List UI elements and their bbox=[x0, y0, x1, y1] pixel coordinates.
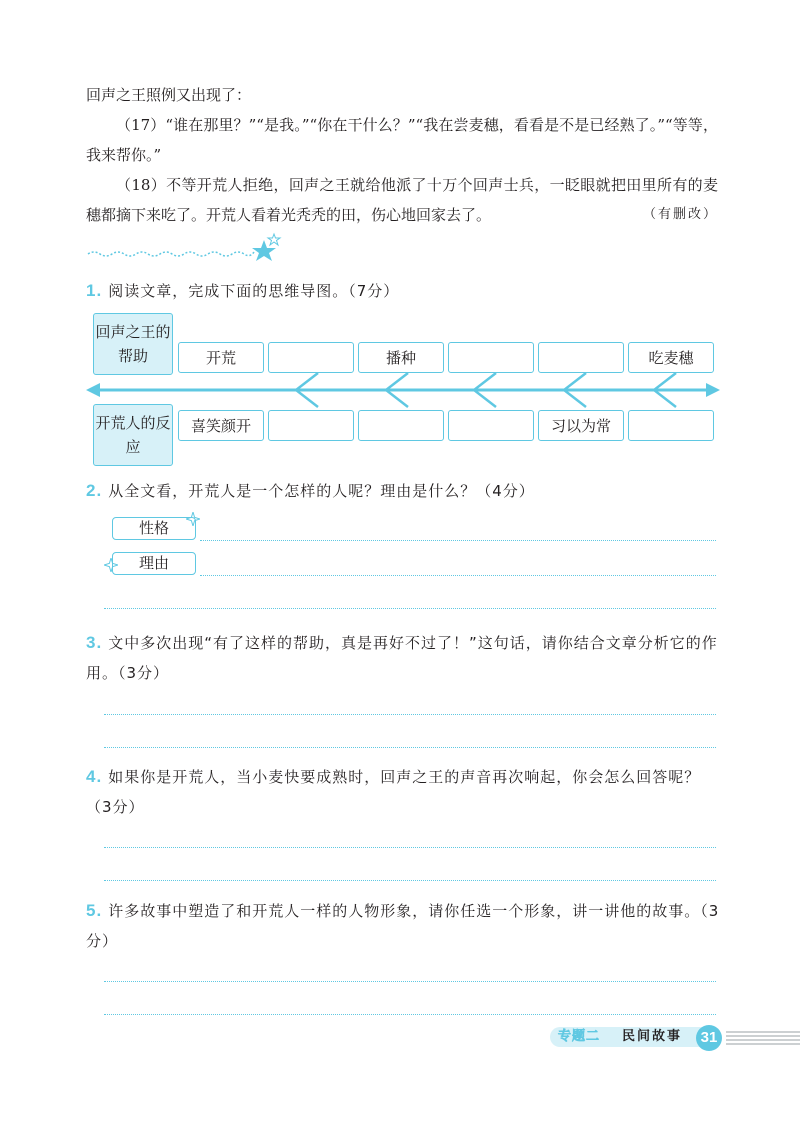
question-2-text: 从全文看，开荒人是一个怎样的人呢？理由是什么？（4分） bbox=[108, 482, 535, 500]
question-5 bbox=[86, 896, 726, 956]
edit-note: （有删改） bbox=[642, 207, 718, 222]
mindmap-bottom-label: 开荒人的反应 bbox=[93, 404, 173, 466]
page-number: 31 bbox=[696, 1025, 722, 1051]
question-3 bbox=[86, 628, 726, 688]
mindmap-bottom-box-2-blank[interactable] bbox=[268, 410, 354, 441]
passage-paragraph-18 bbox=[86, 170, 718, 230]
mindmap-bottom-box-5: 习以为常 bbox=[538, 410, 624, 441]
sparkle-icon bbox=[104, 558, 118, 572]
passage-paragraph-17: （17）“谁在那里？”“是我。”“你在干什么？”“我在尝麦穗，看看是不是已经熟了。”“等等，我来帮你。” bbox=[86, 116, 718, 164]
mindmap-top-box-6: 吃麦穗 bbox=[628, 342, 714, 373]
question-3-number: 3. bbox=[86, 633, 103, 652]
double-arrow-icon bbox=[86, 370, 726, 415]
question-4-text: 如果你是开荒人，当小麦快要成熟时，回声之王的声音再次响起，你会怎么回答呢？（3分） bbox=[86, 768, 701, 816]
mindmap-top-box-4-blank[interactable] bbox=[448, 342, 534, 373]
sparkle-icon bbox=[186, 512, 200, 526]
question-5-text: 许多故事中塑造了和开荒人一样的人物形象，请你任选一个形象，讲一讲他的故事。（3分） bbox=[86, 902, 720, 950]
mindmap-bottom-box-4-blank[interactable] bbox=[448, 410, 534, 441]
paragraph-18-text: （18）不等开荒人拒绝，回声之王就给他派了十万个回声士兵，一眨眼就把田里所有的麦穗都摘下来吃了。开荒人看着光秃秃的田，伤心地回家去了。 bbox=[86, 176, 718, 224]
mindmap-top-box-2-blank[interactable] bbox=[268, 342, 354, 373]
reason-tag: 理由 bbox=[112, 552, 196, 575]
footer-lines-icon bbox=[726, 1026, 800, 1050]
star-divider-icon bbox=[86, 230, 286, 266]
mindmap-bottom-box-6-blank[interactable] bbox=[628, 410, 714, 441]
footer-topic: 专题二 bbox=[558, 1029, 601, 1044]
mindmap-top-box-3: 播种 bbox=[358, 342, 444, 373]
mindmap-top-box-5-blank[interactable] bbox=[538, 342, 624, 373]
footer-section: 民间故事 bbox=[622, 1029, 683, 1044]
mindmap-top-box-1: 开荒 bbox=[178, 342, 264, 373]
answer-line-character[interactable] bbox=[200, 540, 716, 541]
mindmap-top-label: 回声之王的帮助 bbox=[93, 313, 173, 375]
question-2 bbox=[86, 476, 726, 506]
question-1-number: 1. bbox=[86, 281, 103, 300]
answer-line-q3-1[interactable] bbox=[104, 714, 716, 715]
answer-line-q4-1[interactable] bbox=[104, 847, 716, 848]
answer-line-q3-2[interactable] bbox=[104, 747, 716, 748]
question-2-number: 2. bbox=[86, 481, 103, 500]
answer-line-q5-1[interactable] bbox=[104, 981, 716, 982]
answer-line-q2[interactable] bbox=[104, 608, 716, 609]
question-5-number: 5. bbox=[86, 901, 103, 920]
answer-line-q5-2[interactable] bbox=[104, 1014, 716, 1015]
question-1 bbox=[86, 276, 726, 306]
passage-intro: 回声之王照例又出现了： bbox=[86, 86, 252, 104]
character-tag: 性格 bbox=[112, 517, 196, 540]
answer-line-q4-2[interactable] bbox=[104, 880, 716, 881]
question-1-text: 阅读文章，完成下面的思维导图。（7分） bbox=[108, 282, 400, 300]
question-4 bbox=[86, 762, 726, 822]
question-3-text: 文中多次出现“有了这样的帮助，真是再好不过了！”这句话，请你结合文章分析它的作用。（3分） bbox=[86, 634, 718, 682]
question-4-number: 4. bbox=[86, 767, 103, 786]
mindmap-bottom-box-3-blank[interactable] bbox=[358, 410, 444, 441]
answer-line-reason[interactable] bbox=[200, 575, 716, 576]
mindmap-bottom-box-1: 喜笑颜开 bbox=[178, 410, 264, 441]
